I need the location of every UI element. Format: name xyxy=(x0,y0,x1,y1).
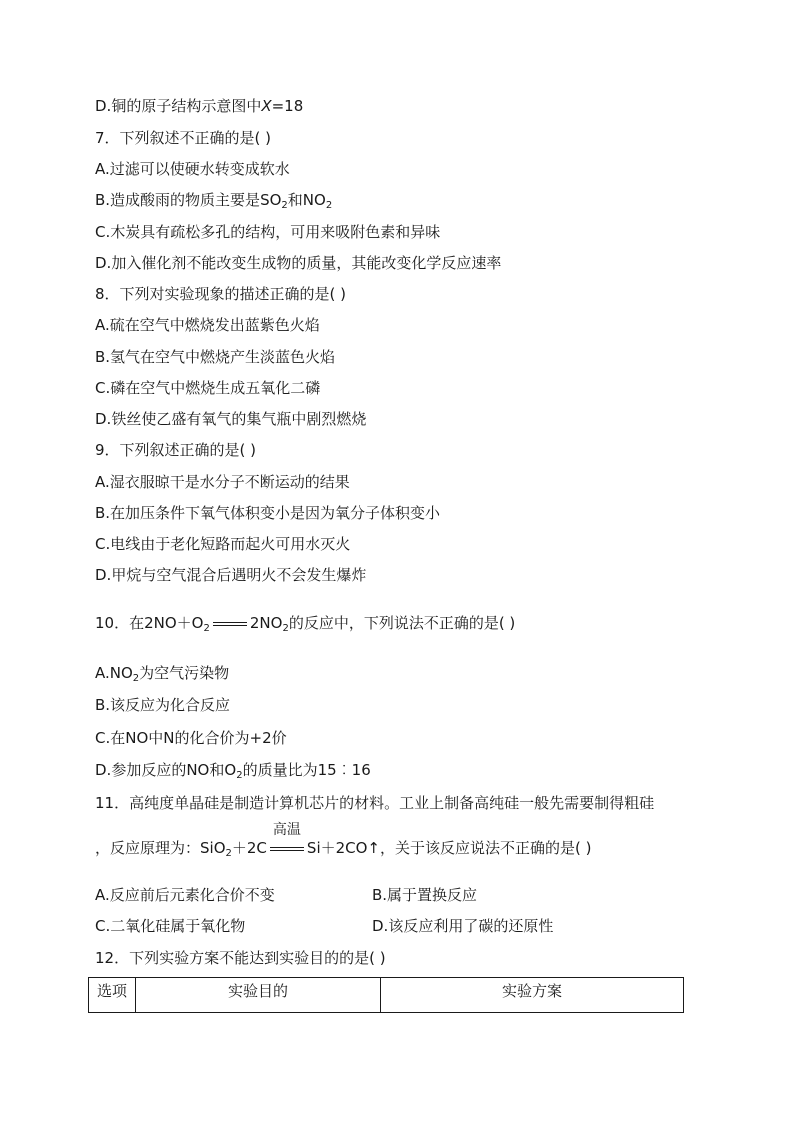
q10-option-d-post: 的质量比为15︰16 xyxy=(242,761,371,779)
q12-table xyxy=(88,977,684,1013)
q6-option-d-var: X xyxy=(261,97,272,115)
table-header-option: 选项 xyxy=(89,978,136,1013)
table-header-goal: 实验目的 xyxy=(136,978,381,1013)
q8-option-c: C.磷在空气中燃烧生成五氧化二磷 xyxy=(95,379,321,397)
q10-option-d-formula2: O xyxy=(224,761,237,779)
formula-no2-sub: 2 xyxy=(325,200,333,211)
q11-option-b: B.属于置换反应 xyxy=(372,886,478,904)
q9-option-c: C.电线由于老化短路而起火可用水灭火 xyxy=(95,535,351,553)
q7-option-b-pre: B.造成酸雨的物质主要是 xyxy=(95,191,261,209)
q6-option-d xyxy=(95,96,303,116)
q8-stem: 8．下列对实验现象的描述正确的是( ) xyxy=(95,285,347,303)
q10-eq-rhs: 2NO xyxy=(249,614,283,632)
q11-eq-rhs: Si＋2CO↑ xyxy=(306,839,381,857)
q10-option-a-formula: NO xyxy=(109,664,133,682)
q11-eq-lhs-tail: ＋2C xyxy=(231,839,267,857)
q7-option-d: D.加入催化剂不能改变生成物的质量，其能改变化学反应速率 xyxy=(95,254,502,272)
q10-option-d xyxy=(95,760,371,780)
formula-no2-base: NO xyxy=(302,191,326,209)
reaction-condition xyxy=(267,822,307,858)
q10-stem-pre: 10．在 xyxy=(95,614,145,632)
formula-so2 xyxy=(260,191,288,209)
q7-option-b-mid: 和 xyxy=(287,191,303,209)
q10-stem xyxy=(95,613,515,633)
q11-option-c: C.二氧化硅属于氧化物 xyxy=(95,917,246,935)
q10-option-c xyxy=(95,728,287,748)
q7-stem: 7．下列叙述不正确的是( ) xyxy=(95,129,272,147)
q11-option-a: A.反应前后元素化合价不变 xyxy=(95,886,275,904)
q9-stem: 9．下列叙述正确的是( ) xyxy=(95,441,257,459)
q11-stem2-pre: ，反应原理为： xyxy=(95,839,201,857)
q7-option-c: C.木炭具有疏松多孔的结构，可用来吸附色素和异味 xyxy=(95,223,441,241)
equals-sign xyxy=(213,622,247,626)
q10-eq-rhs-sub: 2 xyxy=(282,623,289,634)
q6-option-d-tail: =18 xyxy=(271,97,304,115)
q9-option-d: D.甲烷与空气混合后遇明火不会发生爆炸 xyxy=(95,566,367,584)
q8-option-b: B.氢气在空气中燃烧产生淡蓝色火焰 xyxy=(95,348,336,366)
q12-stem: 12．下列实验方案不能达到实验目的的是( ) xyxy=(95,949,386,967)
q10-option-c-formula: NO xyxy=(125,729,149,747)
formula-so2-base: SO xyxy=(260,191,282,209)
q8-option-a: A.硫在空气中燃烧发出蓝紫色火焰 xyxy=(95,316,320,334)
q8-option-d: D.铁丝使乙盛有氧气的集气瓶中剧烈燃烧 xyxy=(95,410,367,428)
q10-option-d-mid: 和 xyxy=(209,761,225,779)
q11-eq-lhs: SiO xyxy=(200,839,226,857)
q6-option-d-text: D.铜的原子结构示意图中 xyxy=(95,97,262,115)
q10-option-a xyxy=(95,663,229,683)
table-header-row xyxy=(89,978,684,1013)
q10-eq-lhs-sub: 2 xyxy=(203,623,210,634)
q11-stem-line2 xyxy=(95,822,592,859)
q10-option-c-post: 中N的化合价为+2价 xyxy=(148,729,287,747)
formula-no2 xyxy=(303,191,332,209)
condition-label: 高温 xyxy=(272,822,301,838)
q10-option-a-post: 为空气污染物 xyxy=(139,664,230,682)
q10-option-a-pre: A. xyxy=(95,664,110,682)
q7-option-a: A.过滤可以使硬水转变成软水 xyxy=(95,160,290,178)
q11-equation xyxy=(200,822,381,859)
q10-equation xyxy=(144,614,289,632)
q11-stem-line1: 11．高纯度单晶硅是制造计算机芯片的材料。工业上制备高纯硅一般先需要制得粗硅 xyxy=(95,794,655,812)
q10-option-d-formula2-sub: 2 xyxy=(236,770,243,781)
q10-option-d-formula1: NO xyxy=(186,761,210,779)
q11-eq-lhs-sub: 2 xyxy=(225,848,232,859)
q11-stem2-post: ，关于该反应说法不正确的是( ) xyxy=(380,839,592,857)
q10-option-a-sub: 2 xyxy=(132,673,140,684)
equals-sign xyxy=(270,847,304,851)
table-header-plan: 实验方案 xyxy=(381,978,684,1013)
q11-option-d: D.该反应利用了碳的还原性 xyxy=(372,917,554,935)
q9-option-b: B.在加压条件下氧气体积变小是因为氧分子体积变小 xyxy=(95,504,441,522)
q9-option-a: A.湿衣服晾干是水分子不断运动的结果 xyxy=(95,473,350,491)
q7-option-b xyxy=(95,190,332,210)
q10-stem-post: 的反应中，下列说法不正确的是( ) xyxy=(288,614,516,632)
q10-eq-lhs: 2NO＋O xyxy=(144,614,204,632)
formula-so2-sub: 2 xyxy=(281,200,288,211)
q10-option-b: B.该反应为化合反应 xyxy=(95,696,231,714)
q10-option-d-pre: D.参加反应的 xyxy=(95,761,187,779)
q10-option-c-pre: C.在 xyxy=(95,729,126,747)
